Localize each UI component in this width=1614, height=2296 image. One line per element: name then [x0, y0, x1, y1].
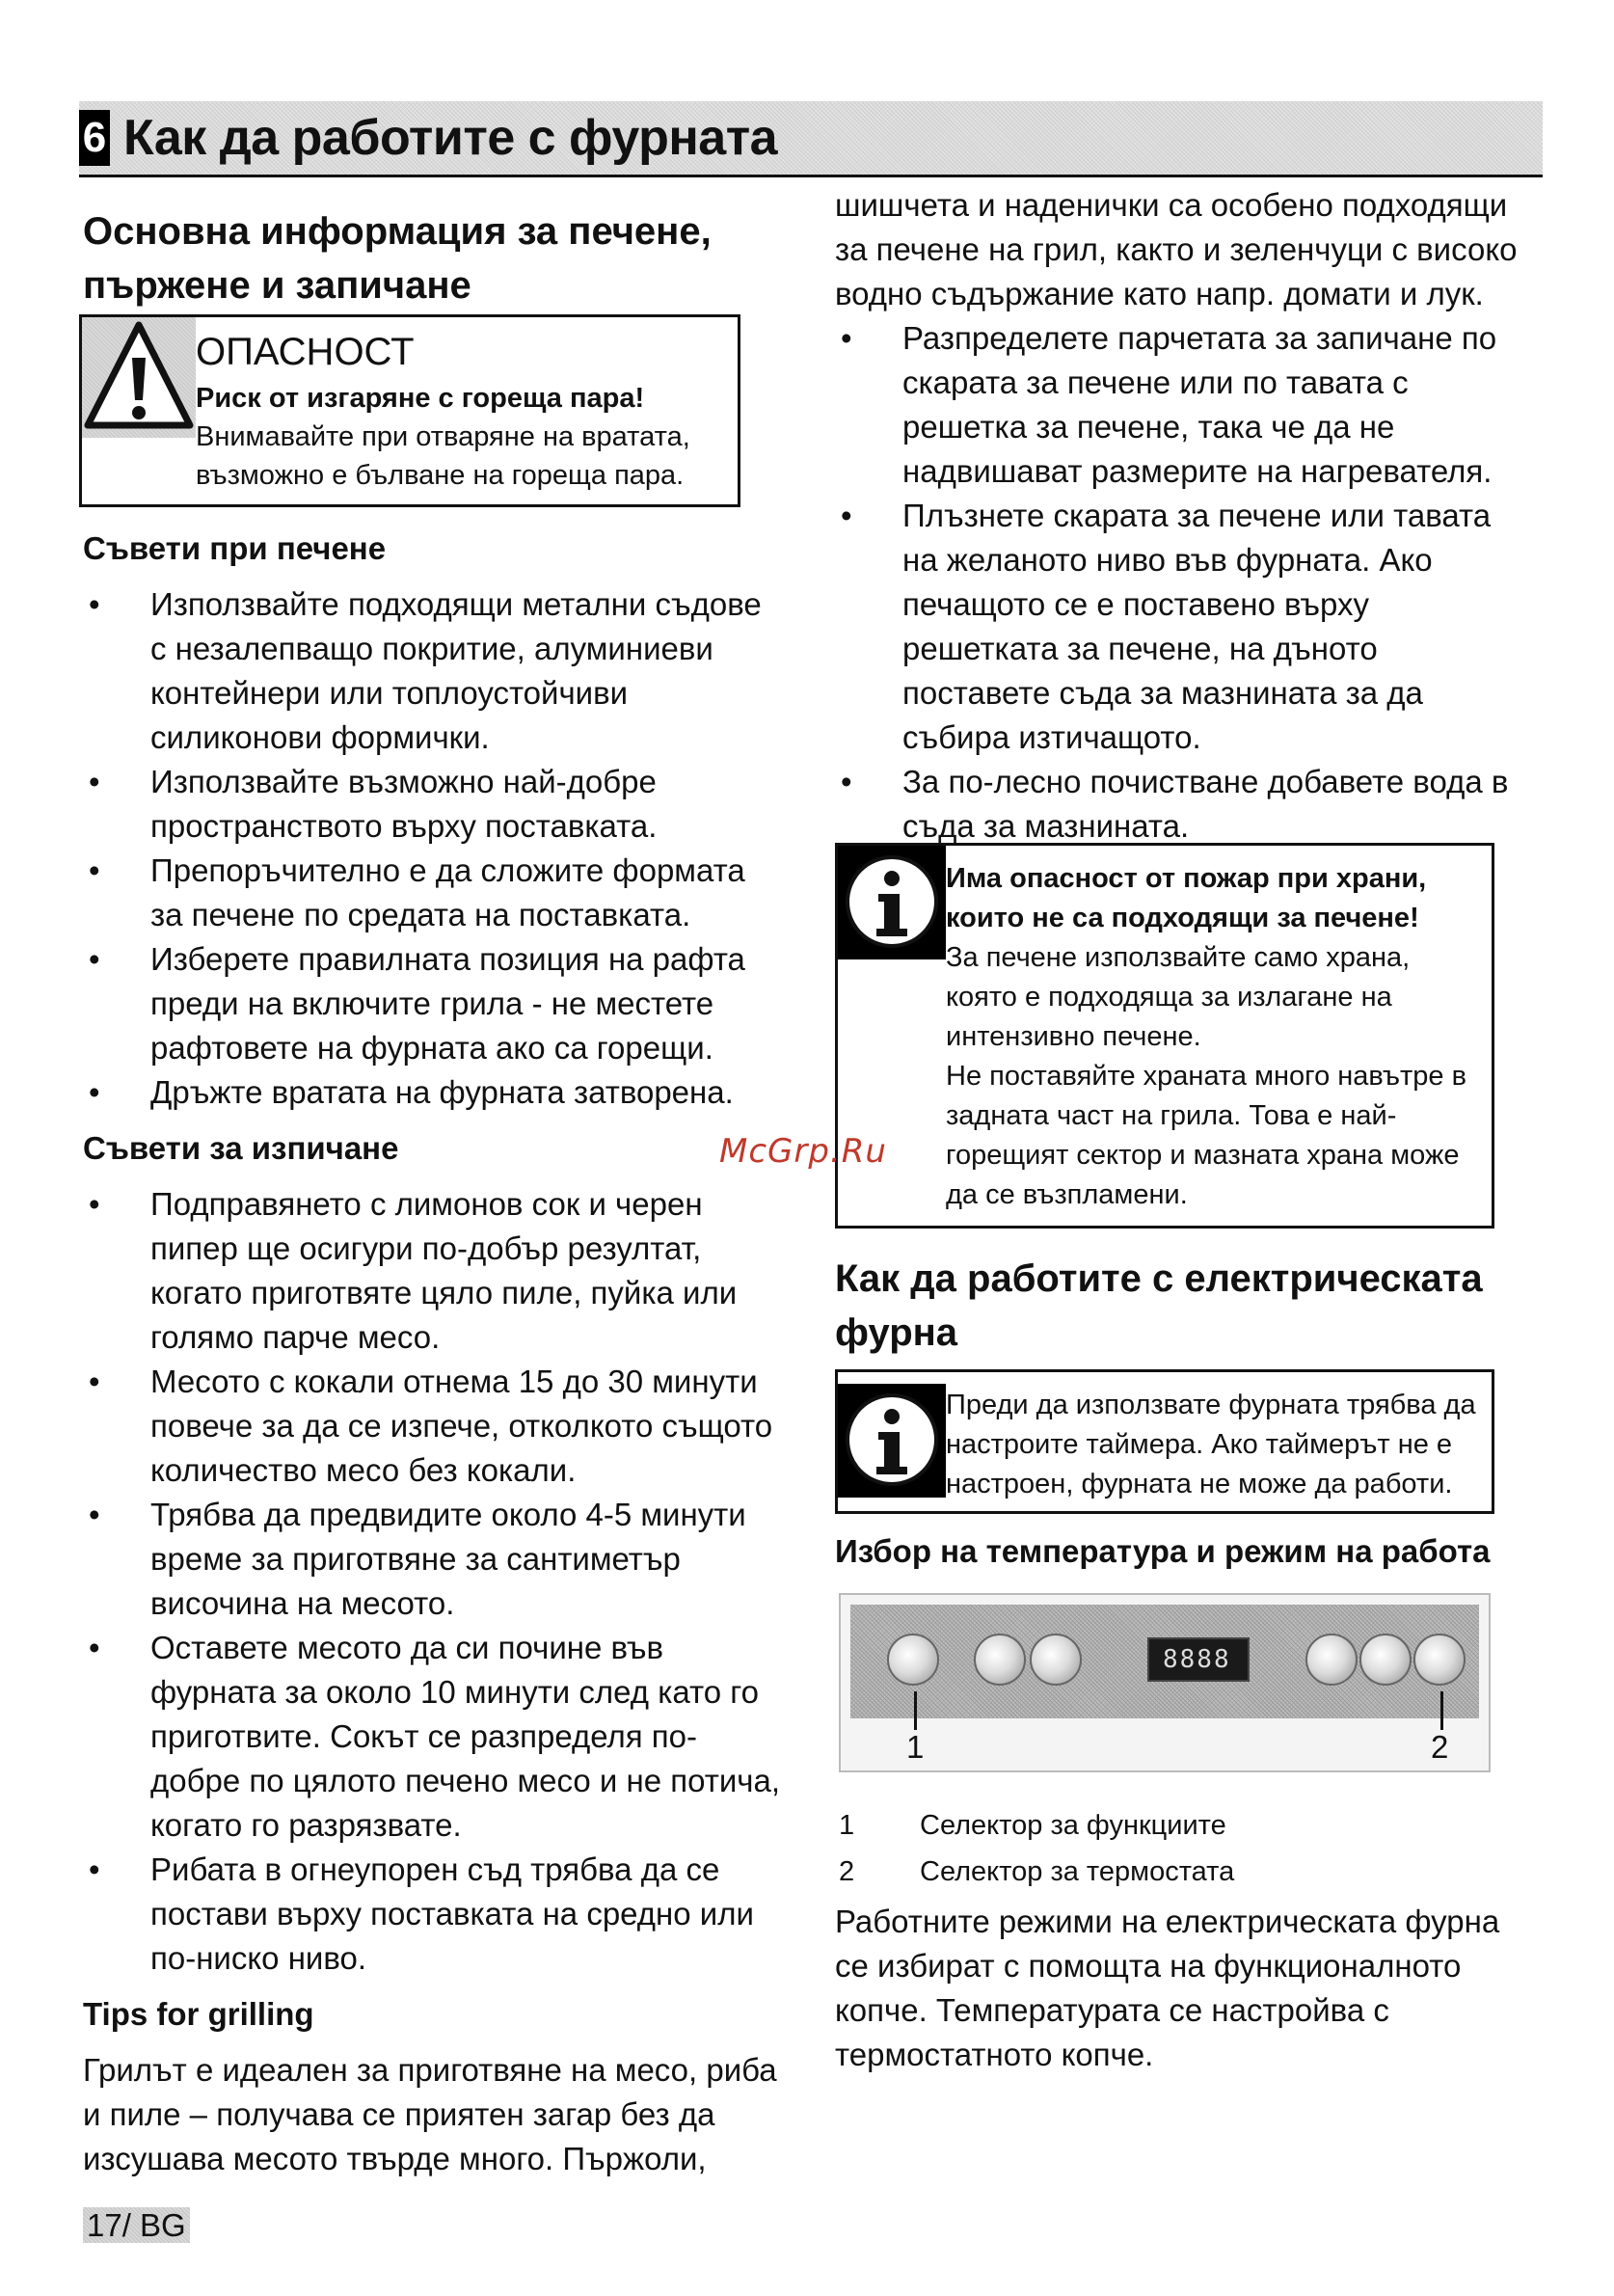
paragraph-line: шишчета и наденички са особено подходящи — [835, 187, 1508, 223]
chapter-title: Как да работите с фурната — [123, 110, 778, 166]
legend-item — [839, 1850, 1234, 1894]
section-title — [83, 204, 777, 312]
roasting-tips-title: Съвети за изпичане — [83, 1130, 399, 1166]
timer-display-digits: 8888 — [1163, 1645, 1231, 1674]
watermark: McGrp.Ru — [719, 1132, 887, 1171]
list-item: • Месото с кокали отнема 15 до 30 минути повече за да се изпече, отколкото същото количество месо без кокали. — [89, 1364, 773, 1488]
closing-paragraph — [835, 1900, 1568, 2077]
legend-number: 1 — [839, 1810, 855, 1841]
function-selector-knob-icon — [887, 1634, 939, 1686]
page-footer — [83, 2206, 190, 2245]
hob-knob-icon — [1359, 1634, 1412, 1686]
list-item: • Рибата в огнеупорен съд трябва да се постави върху поставката на средно или по-ниско ниво. — [89, 1851, 754, 1976]
list-item: • Дръжте вратата на фурната затворена. — [89, 1074, 734, 1110]
electric-title-line-1: Как да работите с електрическата — [835, 1257, 1483, 1300]
paragraph-line: се избират с помощта на функционалното — [835, 1948, 1462, 1984]
electric-oven-title — [835, 1252, 1548, 1360]
section-title-line-2: пържене и запичане — [83, 264, 471, 307]
list-item: • Използвайте възможно най-добре пространството върху поставката. — [89, 764, 658, 844]
fire-risk-text-line: Не поставяйте храната много навътре в — [946, 1061, 1466, 1092]
grilling-steps-list — [835, 316, 1548, 849]
timer-info-line: Преди да използвате фурната трябва да — [946, 1390, 1476, 1420]
paragraph-line: термостатното копче. — [835, 2037, 1154, 2072]
warning-triangle-icon — [82, 317, 196, 438]
fire-risk-text-line: да се възпламени. — [946, 1179, 1188, 1210]
timer-info-line: настроен, фурната не може да работи. — [946, 1469, 1453, 1499]
roasting-tips — [83, 1126, 796, 1981]
callout-line — [914, 1691, 917, 1730]
fire-risk-text-line: която е подходяща за излагане на — [946, 982, 1392, 1013]
timer-info-line: настроите таймера. Ако таймерът не е — [946, 1429, 1453, 1460]
list-item: • Оставете месото да си почине във фурната за около 10 минути след като го приготвите. Сокът се разпределя по- добре по цялото печено месо и не потича, когато го разрязвате. — [89, 1630, 781, 1843]
warning-text-line-1: Внимавайте при отваряне на вратата, — [196, 421, 690, 452]
warning-text-line-2: възможно е бълване на гореща пара. — [196, 460, 685, 491]
grilling-continued — [835, 183, 1548, 849]
fire-risk-text-line: интензивно печене. — [946, 1021, 1201, 1052]
fire-risk-title-line: които не са подходящи за печене! — [946, 903, 1419, 933]
callout-number-2: 2 — [1431, 1729, 1449, 1765]
control-panel-strip — [850, 1605, 1479, 1718]
legend-item — [839, 1803, 1226, 1848]
chapter-header — [79, 101, 1543, 177]
fire-risk-title-line: Има опасност от пожар при храни, — [946, 863, 1427, 894]
warning-title: ОПАСНОСТ — [196, 331, 415, 373]
baking-tips — [83, 527, 796, 1115]
section-title-line-1: Основна информация за печене, — [83, 210, 712, 253]
list-item: • За по-лесно почистване добавете вода в съда за мазнината. — [841, 764, 1509, 844]
paragraph-line: Работните режими на електрическата фурна — [835, 1904, 1500, 1939]
list-item: • Използвайте подходящи метални съдове с незалепващо покритие, алуминиеви контейнери или топлоустойчиви силиконови формички. — [89, 586, 762, 755]
timer-display — [1147, 1637, 1250, 1682]
grilling-text-line: Грилът е идеален за приготвяне на месо, риба — [83, 2052, 777, 2088]
list-item: • Подправянето с лимонов сок и черен пипер ще осигури по-добър резултат, когато приготвяте цяло пиле, пуйка или голямо парче месо. — [89, 1186, 738, 1355]
list-item: • Трябва да предвидите около 4-5 минути време за приготвяне за сантиметър височина на месото. — [89, 1497, 746, 1621]
callout-line — [1440, 1691, 1443, 1730]
electric-title-line-2: фурна — [835, 1311, 958, 1354]
list-item: • Изберете правилната позиция на рафта преди на включите грила - не местете рафтовете на фурната ако са горещи. — [89, 941, 745, 1066]
grilling-title: Tips for grilling — [83, 1996, 314, 2032]
legend-number: 2 — [839, 1856, 855, 1887]
chapter-number: 6 — [79, 110, 110, 166]
grilling-tips — [83, 1992, 796, 2181]
paragraph-line: копче. Температурата се настройва с — [835, 1992, 1389, 2028]
fire-risk-info-box — [835, 843, 1494, 1229]
legend-text: Селектор за термостата — [920, 1856, 1235, 1887]
roasting-tips-list — [83, 1182, 796, 1981]
danger-warning-box — [79, 314, 740, 507]
grilling-text-line: изсушава месото твърде много. Пържоли, — [83, 2141, 707, 2176]
paragraph-line: за печене на грил, както и зеленчуци с високо — [835, 231, 1518, 267]
page-number: 17/ BG — [83, 2207, 190, 2243]
fire-risk-text-line: За печене използвайте само храна, — [946, 942, 1411, 973]
list-item: • Препоръчително е да сложите формата за печене по средата на поставката. — [89, 852, 745, 932]
hob-knob-icon — [1305, 1634, 1358, 1686]
control-panel-illustration — [839, 1593, 1491, 1772]
temp-mode-title — [835, 1529, 1568, 1574]
list-item: • Плъзнете скарата за печене или тавата на желаното ниво във фурната. Ако печащото се е поставено върху решетката за печене, на дъното поставете съда за мазнината за да събира изтичащото. — [841, 498, 1492, 755]
hob-knob-icon — [974, 1634, 1026, 1686]
warning-subtitle: Риск от изгаряне с гореща пара! — [196, 383, 645, 414]
info-icon — [838, 846, 946, 959]
callout-number-1: 1 — [906, 1729, 925, 1765]
fire-risk-text-line: задната част на грила. Това е най- — [946, 1100, 1397, 1131]
list-item: • Разпределете парчетата за запичане по скарата за печене или по тавата с решетка за печене, така че да не надвишават размерите на нагревателя. — [841, 320, 1497, 489]
temp-mode-heading: Избор на температура и режим на работа — [835, 1533, 1491, 1569]
info-icon — [838, 1384, 946, 1498]
baking-tips-title: Съвети при печене — [83, 530, 387, 566]
paragraph-line: водно съдържание като напр. домати и лук. — [835, 276, 1484, 311]
hob-knob-icon — [1030, 1634, 1082, 1686]
timer-info-box — [835, 1369, 1494, 1514]
legend-text: Селектор за функциите — [920, 1810, 1226, 1841]
fire-risk-text-line: горещият сектор и мазната храна може — [946, 1140, 1460, 1171]
baking-tips-list — [83, 582, 796, 1115]
grilling-text-line: и пиле – получава се приятен загар без да — [83, 2096, 715, 2132]
thermostat-selector-knob-icon — [1413, 1634, 1466, 1686]
